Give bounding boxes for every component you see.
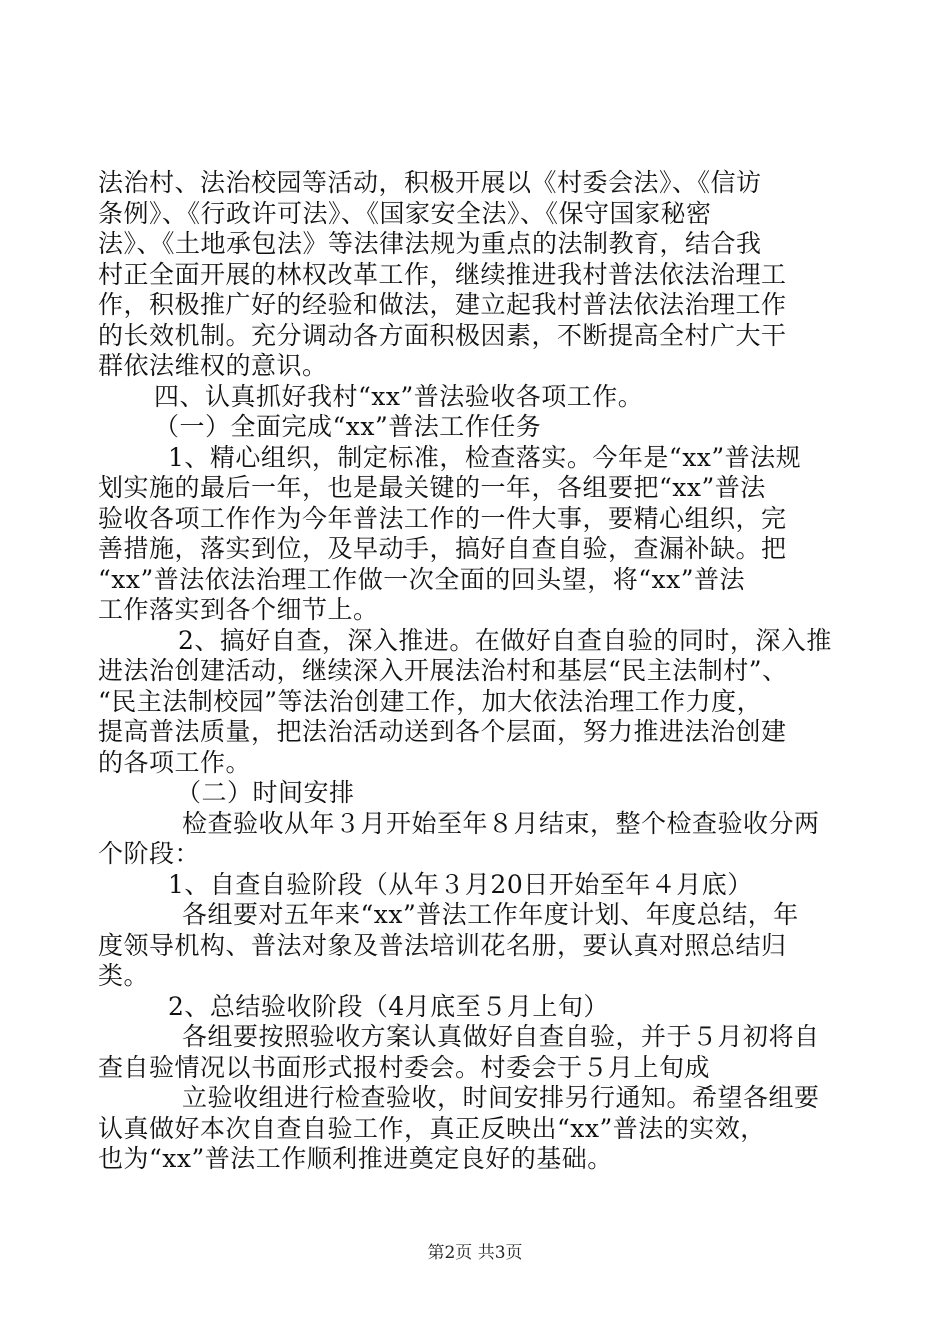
paragraph-line: 检查验收从年３月开始至年８月结束，整个检查验收分两 [182,808,820,838]
paragraph-line: 的长效机制。充分调动各方面积极因素，不断提高全村广大干 [98,320,787,350]
paragraph-line: 条例》、《行政许可法》、《国家安全法》、《保守国家秘密 [98,198,712,228]
paragraph-line: 各组要对五年来“xx”普法工作年度计划、年度总结，年 [182,900,799,929]
paragraph-line: 类。 [98,961,150,990]
paragraph-line: 村正全面开展的林权改革工作，继续推进我村普法依法治理工 [98,259,787,289]
paragraph-line: 1、精心组织，制定标准，检查落实。今年是“xx”普法规 [168,442,802,472]
section-heading: 四、认真抓好我村“xx”普法验收各项工作。 [154,381,644,411]
paragraph-line: 法治村、法治校园等活动，积极开展以《村委会法》、《信访 [98,168,762,197]
paragraph-line: 工作落实到各个细节上。 [98,595,379,624]
paragraph-line: 2、搞好自查，深入推进。在做好自查自验的同时，深入推 [178,625,832,655]
paragraph-line: 也为“xx”普法工作顺利推进奠定良好的基础。 [98,1144,613,1173]
paragraph-line: 认真做好本次自查自验工作，真正反映出“xx”普法的实效， [98,1113,766,1143]
paragraph-line: 群依法维权的意识。 [98,351,328,380]
paragraph-line: 个阶段： [98,839,201,868]
subsection-heading: （二）时间安排 [176,778,355,807]
paragraph-line: “xx”普法依法治理工作做一次全面的回头望，将“xx”普法 [98,564,746,594]
paragraph-line: 提高普法质量，把法治活动送到各个层面，努力推进法治创建 [98,717,787,746]
paragraph-line: 各组要按照验收方案认真做好自查自验，并于５月初将自 [182,1022,820,1051]
paragraph-line: 2、总结验收阶段（4月底至５月上旬） [168,991,609,1021]
paragraph-line: 划实施的最后一年，也是最关键的一年，各组要把“xx”普法 [98,473,766,502]
paragraph-line: 作，积极推广好的经验和做法，建立起我村普法依法治理工作 [98,290,787,319]
paragraph-line: 1、自查自验阶段（从年３月20日开始至年４月底） [168,869,753,899]
paragraph-line: 立验收组进行检查验收，时间安排另行通知。希望各组要 [182,1083,820,1112]
subsection-heading: （一）全面完成“xx”普法工作任务 [154,412,542,441]
paragraph-line: “民主法制校园”等法治创建工作，加大依法治理工作力度， [98,686,763,716]
paragraph-line: 查自验情况以书面形式报村委会。村委会于５月上旬成 [98,1052,711,1082]
paragraph-line: 善措施，落实到位，及早动手，搞好自查自验，查漏补缺。把 [98,534,787,563]
paragraph-line: 验收各项工作作为今年普法工作的一件大事，要精心组织，完 [98,503,787,533]
paragraph-line: 的各项工作。 [98,747,252,777]
page-number-footer: 第2页 共3页 [427,1243,523,1263]
paragraph-line: 度领导机构、普法对象及普法培训花名册，要认真对照总结归 [98,930,787,960]
paragraph-line: 进法治创建活动，继续深入开展法治村和基层“民主法制村”、 [98,656,788,685]
paragraph-line: 法》、《土地承包法》等法律法规为重点的法制教育，结合我 [98,229,762,258]
